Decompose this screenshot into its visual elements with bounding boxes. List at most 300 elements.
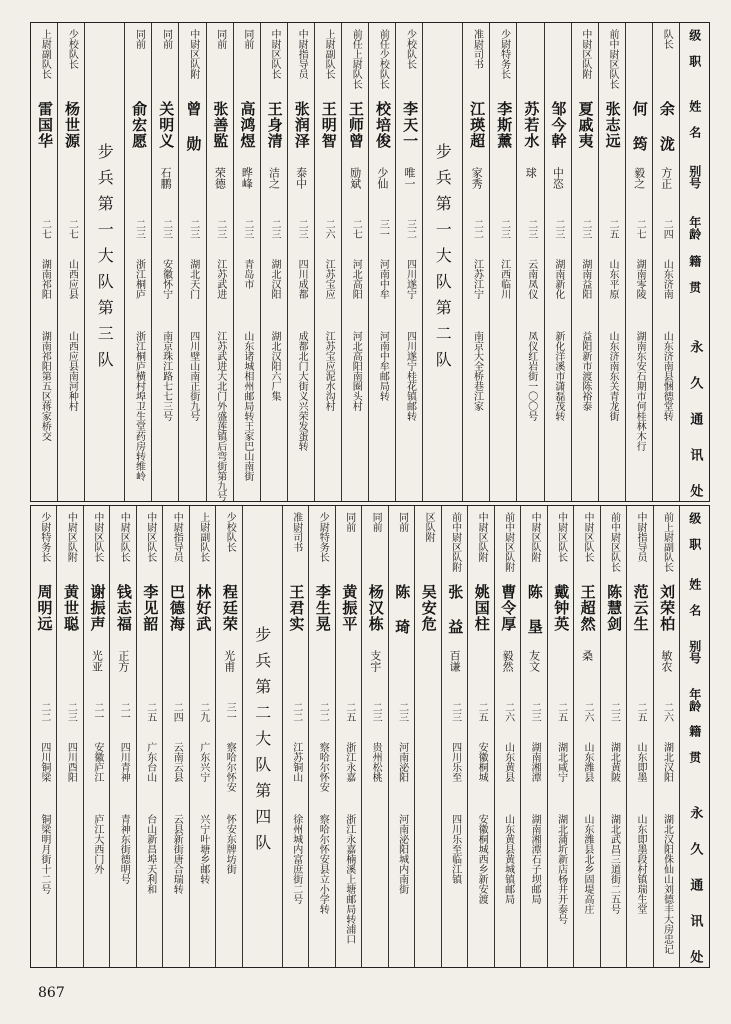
record-rank: 中尉指导员 <box>635 512 647 562</box>
record-rank: 同前 <box>370 512 382 532</box>
record-name: 校培俊 <box>373 101 392 149</box>
record-name: 王身清 <box>265 101 284 149</box>
record-name: 张润泽 <box>292 101 311 149</box>
personnel-record <box>335 506 361 967</box>
personnel-record <box>151 23 178 501</box>
personnel-record <box>215 506 241 967</box>
record-native-place: 四川青神 <box>118 742 130 782</box>
record-alias: 球 <box>524 167 538 178</box>
record-age: 二六 <box>323 219 335 239</box>
record-age: 二三 <box>396 702 408 722</box>
record-alias: 友文 <box>527 650 541 672</box>
record-native-place: 安徽桐城 <box>476 742 488 782</box>
record-name: 余 泷 <box>657 101 676 152</box>
record-address: 山东济南县悃德堂转 <box>661 331 673 421</box>
personnel-record <box>388 506 414 967</box>
personnel-record <box>571 23 598 501</box>
record-name: 钱志福 <box>114 584 133 632</box>
record-rank: 少尉特务长 <box>498 29 510 79</box>
record-alias: 晔峰 <box>240 167 254 189</box>
personnel-record <box>441 506 467 967</box>
record-native-place: 浙江永嘉 <box>343 742 355 782</box>
record-native-place: 察哈尔怀安 <box>317 742 329 792</box>
record-age: 二九 <box>197 702 209 722</box>
record-address: 山东即墨段村镇瑞生堂 <box>635 814 647 914</box>
record-address: 河南泌阳城内南街 <box>396 814 408 894</box>
record-alias: 中恣 <box>551 167 565 189</box>
record-rank: 中尉指导员 <box>296 29 308 79</box>
record-rank: 同前 <box>396 512 408 532</box>
record-name: 李天一 <box>401 101 420 149</box>
record-address: 河北高阳南圈头村 <box>350 331 362 411</box>
personnel-record <box>653 506 679 967</box>
record-address: 湖北武昌三道街二五号 <box>608 814 620 914</box>
record-name: 吴安危 <box>419 584 438 632</box>
record-rank: 少尉特务长 <box>317 512 329 562</box>
record-address: 湖北蒲圻新店杨井开泰号 <box>555 814 567 924</box>
record-name: 陈 琦 <box>393 584 412 635</box>
record-age: 三二 <box>404 219 416 239</box>
personnel-record <box>341 23 368 501</box>
record-address: 浙江永嘉楠溪上塘邮局转浦口 <box>343 814 355 944</box>
record-address: 湖北汉阳六厂集 <box>268 331 280 401</box>
record-age: 二二 <box>290 702 302 722</box>
header-age: 年龄 <box>687 688 702 713</box>
record-rank: 中尉指导员 <box>171 512 183 562</box>
personnel-record <box>516 23 543 501</box>
record-age: 三一 <box>377 219 389 239</box>
record-name: 俞宏愿 <box>130 101 149 149</box>
header-column <box>679 23 709 501</box>
record-rank: 中尉区队附 <box>65 512 77 562</box>
record-rank: 中尉区队长 <box>144 512 156 562</box>
page-number: 867 <box>38 985 65 1001</box>
record-native-place: 山东黄县 <box>502 742 514 782</box>
record-address: 新化洋溪市潇磊茂转 <box>552 331 564 421</box>
record-rank: 队长 <box>661 29 673 49</box>
record-rank: 少尉特务长 <box>38 512 50 562</box>
record-alias: 洁之 <box>267 167 281 189</box>
record-native-place: 江苏宝应 <box>323 259 335 299</box>
record-name: 陈 垦 <box>525 584 544 635</box>
record-native-place: 湖北汉阳 <box>268 259 280 299</box>
record-native-place: 贵州松桃 <box>370 742 382 782</box>
record-name: 杨世源 <box>63 101 82 149</box>
record-age: 二五 <box>607 219 619 239</box>
record-alias: 光亚 <box>90 650 104 672</box>
record-age: 二三 <box>525 219 537 239</box>
header-rank: 级 职 <box>687 512 702 550</box>
record-name: 黄振平 <box>340 584 359 632</box>
record-native-place: 湖南益阳 <box>579 259 591 299</box>
record-address: 山东潍县北乡固堤高庄 <box>582 814 594 914</box>
record-native-place: 江苏武进 <box>214 259 226 299</box>
record-rank: 前中尉区队长 <box>607 29 619 89</box>
record-native-place: 湖南祁阳 <box>39 259 51 299</box>
personnel-record <box>368 23 395 501</box>
record-native-place: 山东平原 <box>607 259 619 299</box>
record-native-place: 云南云县 <box>171 742 183 782</box>
record-name: 王超然 <box>578 584 597 632</box>
record-native-place: 安徽怀宁 <box>160 259 172 299</box>
record-native-place: 湖南湘潭 <box>529 742 541 782</box>
record-name: 何 筠 <box>630 101 649 152</box>
record-name: 邹今幹 <box>549 101 568 149</box>
record-age: 二五 <box>343 702 355 722</box>
record-name: 程廷荣 <box>220 584 239 632</box>
record-address: 徐州城内富庶街二号 <box>290 814 302 904</box>
record-rank: 前中尉区队附 <box>502 512 514 572</box>
header-rank: 级 职 <box>687 29 702 67</box>
record-rank: 同前 <box>160 29 172 49</box>
record-alias: 泰中 <box>294 167 308 189</box>
record-alias: 家秀 <box>470 167 484 189</box>
record-age: 二三 <box>449 702 461 722</box>
personnel-record <box>494 506 520 967</box>
record-age: 二五 <box>555 702 567 722</box>
record-native-place: 河南中牟 <box>377 259 389 299</box>
record-name: 黄世聪 <box>61 584 80 632</box>
record-native-place: 江苏江宁 <box>471 259 483 299</box>
personnel-record <box>57 23 84 501</box>
personnel-record <box>547 506 573 967</box>
record-name: 姚国柱 <box>472 584 491 632</box>
header-address: 永 久 通 讯 处 <box>687 340 703 501</box>
record-name: 李生晃 <box>313 584 332 632</box>
record-native-place: 四川成都 <box>296 259 308 299</box>
roster-table-bottom <box>30 505 710 968</box>
record-address: 湖南湘潭石子坝邮局 <box>529 814 541 904</box>
personnel-record <box>361 506 387 967</box>
record-native-place: 江西临川 <box>498 259 510 299</box>
record-native-place: 河北高阳 <box>350 259 362 299</box>
record-address: 山东济南东关青龙街 <box>607 331 619 421</box>
personnel-record <box>136 506 162 967</box>
record-address: 南京珠江路七七三号 <box>160 331 172 421</box>
record-rank: 前上尉副队长 <box>661 512 673 572</box>
record-native-place: 四川乐至 <box>449 742 461 782</box>
personnel-record <box>83 506 109 967</box>
record-alias: 百谦 <box>448 650 462 672</box>
record-name: 夏戚夷 <box>576 101 595 149</box>
record-name: 雷国华 <box>35 101 54 149</box>
personnel-record <box>626 506 652 967</box>
record-rank: 准尉司书 <box>290 512 302 552</box>
record-name: 张 益 <box>446 584 465 635</box>
personnel-record <box>467 506 493 967</box>
record-native-place: 江苏铜山 <box>290 742 302 782</box>
record-address: 山东诸城相州邮局转王家巴山南街 <box>241 331 253 481</box>
record-address: 湖南东安石期市何桂林木行 <box>634 331 646 451</box>
record-address: 青神东街德明号 <box>118 814 130 884</box>
record-rank: 中尉区队附 <box>476 512 488 562</box>
record-rank: 前任上尉队长 <box>350 29 362 89</box>
record-age: 二二 <box>471 219 483 239</box>
record-address: 湖南祁阳第五区蒋家桥交 <box>39 331 51 441</box>
unit-title: 步兵第二大队第四队 <box>252 626 272 860</box>
record-alias: 唯一 <box>402 167 416 189</box>
record-age: 二三 <box>133 219 145 239</box>
personnel-record <box>462 23 489 501</box>
personnel-record <box>625 23 652 501</box>
header-native: 籍 贯 <box>687 725 702 764</box>
record-address: 江苏宝应泥水沟村 <box>323 331 335 411</box>
record-age: 二三 <box>268 219 280 239</box>
personnel-record <box>652 23 679 501</box>
record-age: 二五 <box>635 702 647 722</box>
record-native-place: 云南凤仪 <box>525 259 537 299</box>
record-address: 怀安东牌坊街 <box>224 814 236 874</box>
record-address: 凤仪红岩街一〇〇号 <box>525 331 537 421</box>
record-address: 铜梁明月街十二号 <box>38 814 50 894</box>
record-age: 二三 <box>214 219 226 239</box>
record-name: 林好武 <box>194 584 213 632</box>
record-address: 山东黄县黄城镇邮局 <box>502 814 514 904</box>
record-native-place: 湖北咸宁 <box>555 742 567 782</box>
record-native-place: 四川遂宁 <box>404 259 416 299</box>
personnel-record <box>31 506 56 967</box>
record-rank: 中尉区队长 <box>118 512 130 562</box>
record-age: 二七 <box>634 219 646 239</box>
personnel-record <box>206 23 233 501</box>
record-native-place: 山西应县 <box>66 259 78 299</box>
record-native-place: 四川铜梁 <box>38 742 50 782</box>
record-age: 二五 <box>476 702 488 722</box>
record-native-place: 湖南零陵 <box>634 259 646 299</box>
personnel-record <box>189 506 215 967</box>
record-age: 二六 <box>582 702 594 722</box>
record-age: 二一 <box>91 702 103 722</box>
record-name: 张善監 <box>211 101 230 149</box>
record-age: 二三 <box>187 219 199 239</box>
record-name: 王君实 <box>287 584 306 632</box>
record-name: 王师曾 <box>346 101 365 149</box>
record-age: 二三 <box>296 219 308 239</box>
record-rank: 中尉区队长 <box>582 512 594 562</box>
header-alias: 别号 <box>687 164 702 189</box>
record-native-place: 四川酉阳 <box>65 742 77 782</box>
record-native-place: 湖北汉阳 <box>661 742 673 782</box>
record-native-place: 河南泌阳 <box>396 742 408 782</box>
record-alias: 石鹏 <box>159 167 173 189</box>
record-native-place: 湖北天门 <box>187 259 199 299</box>
record-alias: 荣德 <box>213 167 227 189</box>
record-rank: 中尉区队附 <box>529 512 541 562</box>
record-alias: 励斌 <box>348 167 362 189</box>
record-native-place: 山东潍县 <box>582 742 594 782</box>
record-name: 周明远 <box>35 584 54 632</box>
personnel-record <box>520 506 546 967</box>
record-native-place: 广东兴宁 <box>197 742 209 782</box>
personnel-record <box>414 506 440 967</box>
personnel-record <box>314 23 341 501</box>
record-rank: 准尉司书 <box>471 29 483 69</box>
personnel-record <box>598 23 625 501</box>
record-age: 二四 <box>171 702 183 722</box>
record-rank: 少校队长 <box>66 29 78 69</box>
personnel-record <box>124 23 151 501</box>
record-name: 巴德海 <box>167 584 186 632</box>
record-native-place: 湖南新化 <box>552 259 564 299</box>
record-rank: 中尉区队长 <box>91 512 103 562</box>
record-address: 安徽桐城西乡新安渡 <box>476 814 488 904</box>
record-address: 山西应县南河种村 <box>66 331 78 411</box>
record-name: 江瑛超 <box>468 101 487 149</box>
record-address: 台山新昌埠天利和 <box>144 814 156 894</box>
record-address: 庐江大西门外 <box>91 814 103 874</box>
record-address: 河南中牟邮局转 <box>377 331 389 401</box>
record-age: 二一 <box>118 702 130 722</box>
record-native-place: 湖北黄陂 <box>608 742 620 782</box>
record-alias: 桑 <box>580 650 594 661</box>
unit-title-column <box>422 23 462 501</box>
record-name: 范云生 <box>631 584 650 632</box>
record-name: 苏若水 <box>522 101 541 149</box>
record-age: 二二 <box>317 702 329 722</box>
unit-title: 步兵第一大队第二队 <box>433 143 453 377</box>
record-rank: 前任少校队长 <box>377 29 389 89</box>
record-name: 刘荣柏 <box>658 584 677 632</box>
record-rank: 同前 <box>133 29 145 49</box>
record-age: 二六 <box>502 702 514 722</box>
record-name: 杨汉栋 <box>366 584 385 632</box>
record-alias: 正方 <box>116 650 130 672</box>
record-age: 二三 <box>552 219 564 239</box>
record-address: 成都北门大街义兴荣发蛋转 <box>296 331 308 451</box>
record-alias: 方正 <box>659 167 673 189</box>
record-age: 二六 <box>661 702 673 722</box>
personnel-record <box>282 506 308 967</box>
record-age: 二七 <box>350 219 362 239</box>
personnel-record <box>544 23 571 501</box>
personnel-record <box>31 23 57 501</box>
record-rank: 同前 <box>241 29 253 49</box>
record-address: 四川遂宁桂花镇邮转 <box>404 331 416 421</box>
unit-title-column <box>242 506 282 967</box>
header-native: 籍 贯 <box>687 255 702 294</box>
record-name: 高鸿煜 <box>238 101 257 149</box>
personnel-record <box>233 23 260 501</box>
record-address: 四川壁山南正街九号 <box>187 331 199 421</box>
record-age: 二七 <box>66 219 78 239</box>
record-address: 益阳新市渡陈裕泰 <box>579 331 591 411</box>
record-native-place: 广东台山 <box>144 742 156 782</box>
record-native-place: 察哈尔怀安 <box>224 742 236 792</box>
record-alias: 毅然 <box>501 650 515 672</box>
record-rank: 中尉区队长 <box>268 29 280 79</box>
record-name: 关明义 <box>157 101 176 149</box>
record-native-place: 山东即墨 <box>635 742 647 782</box>
record-address: 湖北汉阳侏仙山刘德丰大房忠记 <box>661 814 673 954</box>
personnel-record <box>287 23 314 501</box>
record-rank: 前中尉区队长 <box>608 512 620 572</box>
record-address: 察哈尔怀安县立小学转 <box>317 814 329 914</box>
record-rank: 同前 <box>343 512 355 532</box>
record-age: 二四 <box>661 219 673 239</box>
record-name: 谢振声 <box>88 584 107 632</box>
header-address: 永 久 通 讯 处 <box>687 806 703 967</box>
record-rank: 少校队长 <box>404 29 416 69</box>
header-age: 年龄 <box>687 215 702 240</box>
record-alias: 少仙 <box>375 167 389 189</box>
record-age: 二五 <box>144 702 156 722</box>
header-column <box>679 506 709 967</box>
record-rank: 区队附 <box>423 512 435 542</box>
record-age: 二三 <box>529 702 541 722</box>
record-age: 二三 <box>65 702 77 722</box>
record-age: 二三 <box>579 219 591 239</box>
personnel-record <box>162 506 188 967</box>
record-age: 二三 <box>160 219 172 239</box>
record-address: 云县新街唐合瑞转 <box>171 814 183 894</box>
record-rank: 上尉副队长 <box>323 29 335 79</box>
record-rank: 上尉副队长 <box>197 512 209 562</box>
personnel-record <box>600 506 626 967</box>
record-native-place: 山东济南 <box>661 259 673 299</box>
record-alias: 毅之 <box>632 167 646 189</box>
personnel-record <box>260 23 287 501</box>
record-name: 曾 勋 <box>184 101 203 152</box>
personnel-record <box>178 23 205 501</box>
record-native-place: 浙江桐庐 <box>133 259 145 299</box>
record-rank: 上尉副队长 <box>39 29 51 79</box>
record-name: 王明智 <box>319 101 338 149</box>
personnel-record <box>573 506 599 967</box>
record-age: 二三 <box>370 702 382 722</box>
record-rank: 中尉区队附 <box>579 29 591 79</box>
personnel-record <box>308 506 334 967</box>
record-address: 浙江桐庐横村埠卫生堂药房转维岭 <box>133 331 145 481</box>
record-rank: 前中尉区队附 <box>449 512 461 572</box>
unit-title-column <box>84 23 124 501</box>
personnel-record <box>109 506 135 967</box>
personnel-record <box>56 506 82 967</box>
record-rank: 同前 <box>214 29 226 49</box>
record-rank: 中尉区队长 <box>555 512 567 562</box>
record-name: 陈慧剑 <box>605 584 624 632</box>
record-rank: 少校队长 <box>224 512 236 552</box>
personnel-record <box>395 23 422 501</box>
roster-table-top <box>30 22 710 502</box>
record-address: 南京大全桥巷江家 <box>471 331 483 411</box>
record-name: 李见韶 <box>141 584 160 632</box>
record-age: 二七 <box>39 219 51 239</box>
header-name: 姓 名 <box>687 578 702 617</box>
record-native-place: 安徽庐江 <box>91 742 103 782</box>
record-age: 二三 <box>608 702 620 722</box>
record-age: 二二 <box>38 702 50 722</box>
record-name: 曹令厚 <box>499 584 518 632</box>
record-alias: 光甫 <box>222 650 236 672</box>
record-native-place: 青岛市 <box>241 259 253 289</box>
unit-title: 步兵第一大队第三队 <box>95 143 115 377</box>
header-name: 姓 名 <box>687 99 702 138</box>
record-address: 江苏武进大北门外盛莲镇后弯街第九号 <box>214 331 226 501</box>
record-name: 张志远 <box>603 101 622 149</box>
record-alias: 支宇 <box>368 650 382 672</box>
record-name: 李斯薰 <box>495 101 514 149</box>
personnel-record <box>489 23 516 501</box>
record-name: 戴钟英 <box>552 584 571 632</box>
record-address: 兴宁叶塘乡邮转 <box>197 814 209 884</box>
record-address: 四川乐至临江镇 <box>449 814 461 884</box>
record-age: 三一 <box>224 702 236 722</box>
record-age: 二三 <box>241 219 253 239</box>
record-rank: 中尉区队附 <box>187 29 199 79</box>
record-alias: 敏农 <box>660 650 674 672</box>
header-alias: 别号 <box>687 639 702 664</box>
record-age: 二三 <box>498 219 510 239</box>
